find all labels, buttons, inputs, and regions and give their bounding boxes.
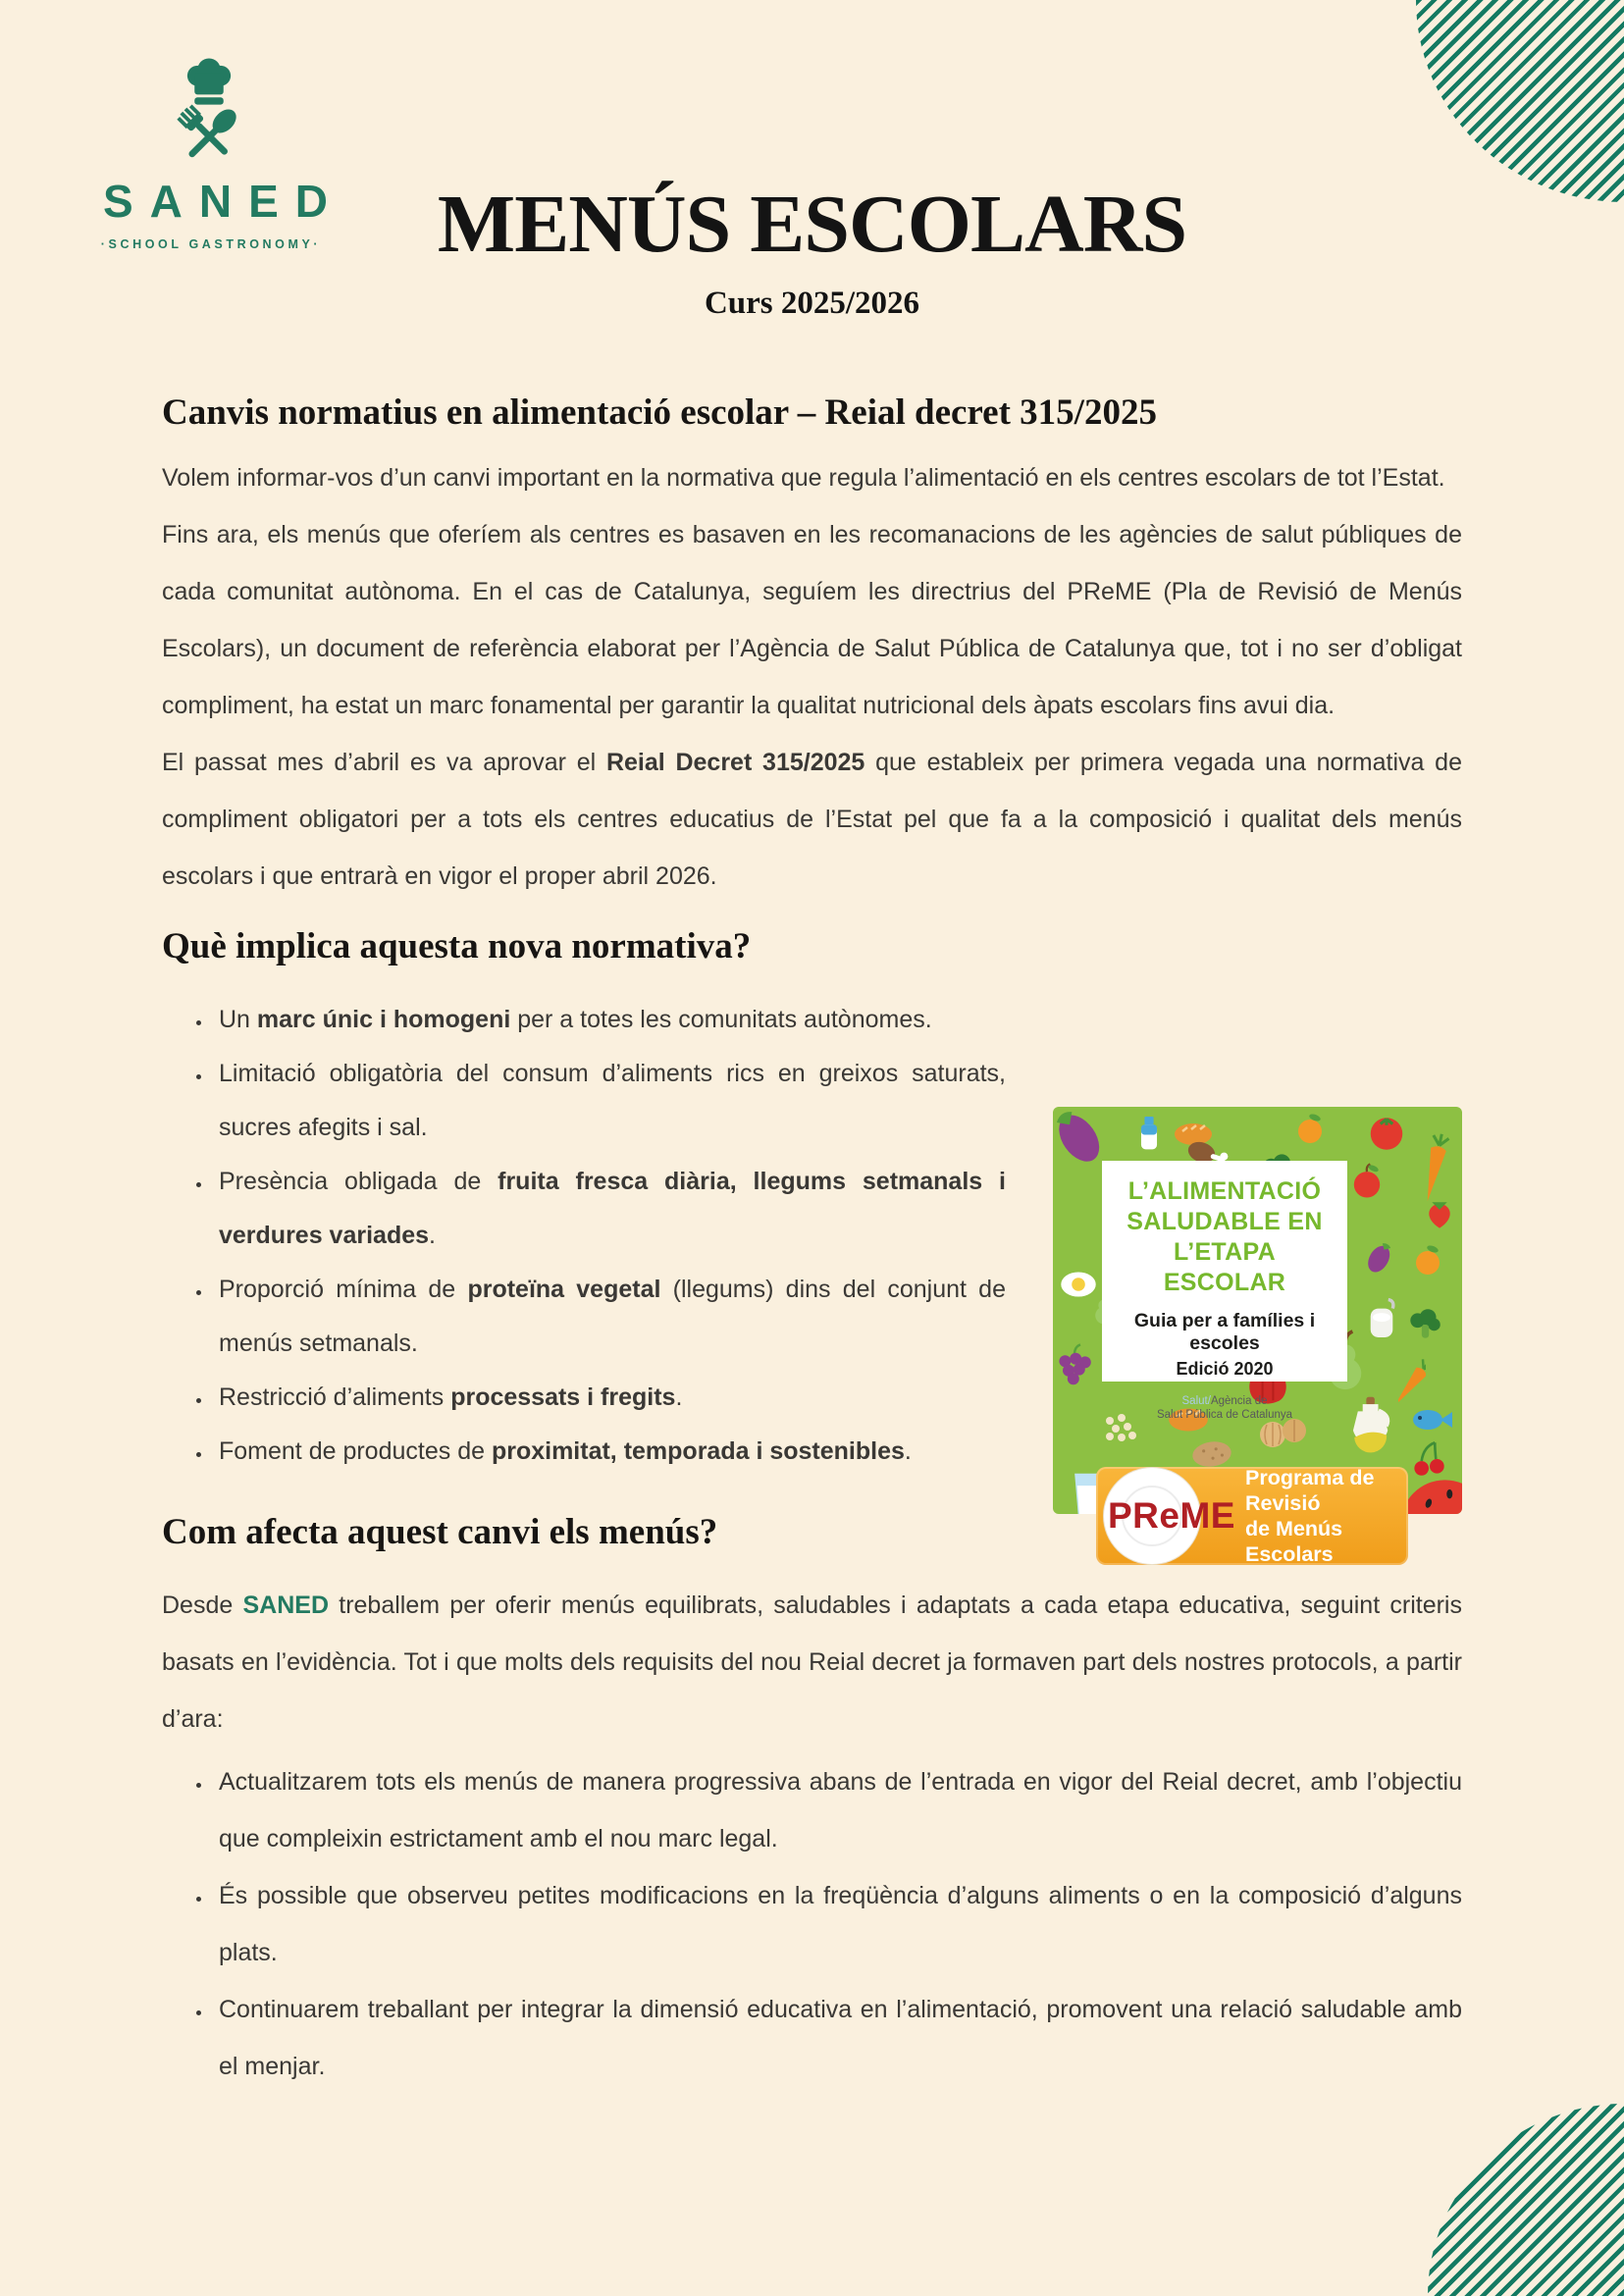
section3-heading: Com afecta aquest canvi els menús? [162,1512,718,1552]
poster-edition: Edició 2020 [1176,1359,1274,1379]
grapes-icon [1053,1342,1098,1389]
cherries-icon [1408,1436,1449,1482]
paragraph-1: Volem informar-vos d’un canvi important en la normativa que regula l’alimentació en els centres escolars de tot l’Estat. [162,464,1445,492]
bullet-item: • Actualitzarem tots els menús de manera progressiva abans de l’entrada en vigor del Reial decret, amb l’objectiu que compleixin estrictament amb el nou marc legal. [213,1753,1462,1867]
eggplant-icon [1357,1232,1404,1279]
strawberry-icon [1418,1189,1461,1232]
page-title: MENÚS ESCOLARS [437,179,1187,270]
tomato-icon [1362,1107,1411,1156]
normativa-bullet-list [162,993,1006,1479]
poster-title: L’ALIMENTACIÓ SALUDABLE EN L’ETAPA ESCOLAR [1126,1177,1323,1296]
page-subtitle: Curs 2025/2026 [704,286,920,321]
bullet-item: • Un marc únic i homogeni per a totes les comunitats autònomes. [213,993,1006,1047]
preme-guide-poster [1053,1107,1462,1568]
badge-line1: Programa de Revisió [1244,1466,1375,1515]
poster-illustration [1053,1107,1462,1514]
canvis-bullet-list [162,1753,1462,2095]
bullet-item: • Proporció mínima de proteïna vegetal (llegums) dins del conjunt de menús setmanals. [213,1263,1006,1371]
bullet-item: • És possible que observeu petites modificacions en la freqüència d’alguns aliments o en la composició d’alguns plats. [213,1867,1462,1981]
bullet-item: • Presència obligada de fruita fresca diària, llegums setmanals i verdures variades. [213,1155,1006,1263]
olive-oil-jug-icon [1342,1393,1397,1458]
bullet-item: • Limitació obligatòria del consum d’aliments rics en greixos saturats, sucres afegits i sal. [213,1047,1006,1155]
bullet-item: • Continuarem treballant per integrar la dimensió educativa en l’alimentació, promovent una relació saludable amb el menjar. [213,1981,1462,2095]
poster-card [1102,1161,1347,1421]
bullet-item: • Restricció d’aliments processats i fregits. [213,1371,1006,1425]
preme-badge [1096,1467,1408,1565]
poster-subtitle: Guia per a famílies i escoles [1133,1310,1316,1354]
striped-corner-bottom-right [1428,2104,1624,2296]
striped-corner-top-right [1416,0,1624,202]
section3-intro: Desde SANED treballem per oferir menús equilibrats, saludables i adaptats a cada etapa educativa, seguint criteris basats en l’evidència. Tot i que molts dels requisits del nou Reial decret ja formaven part dels nostres protocols, a partir d’ara: [162,1592,1462,1733]
broccoli-icon [1404,1305,1445,1346]
orange-icon [1408,1240,1447,1279]
section1-heading: Canvis normatius en alimentació escolar – Reial decret 315/2025 [162,392,1157,433]
section2-heading: Què implica aquesta nova normativa? [162,926,752,966]
bullet-item: • Foment de productes de proximitat, temporada i sostenibles. [213,1425,1006,1479]
logo-wordmark: SANED [103,176,345,227]
agency-line2: Salut Pública de Catalunya [1156,1409,1293,1421]
chef-hat-spoon-fork-icon [135,57,283,173]
badge-line2: de Menús Escolars [1244,1517,1343,1566]
orange-icon [1290,1109,1330,1148]
apple-icon [1345,1160,1388,1203]
milk-bottle-icon [1126,1109,1172,1154]
logo-tagline: ·SCHOOL GASTRONOMY· [100,237,322,251]
agency-prefix: Salut/ [1181,1395,1211,1407]
paragraph-3: El passat mes d’abril es va aprovar el Reial Decret 315/2025 que estableix per primera vegada una normativa de compliment obligatori per a tots els centres educatius de l’Estat pel que fa a la composició i qualitat dels menús escolars i que entrarà en vigor el proper abril 2026. [162,749,1462,890]
agency-line1: Agència de [1210,1395,1268,1407]
fish-icon [1408,1403,1455,1436]
poster-agency [1112,1394,1337,1422]
preme-acronym: PReME [1108,1495,1235,1536]
paragraph-2: Fins ara, els menús que oferíem als centres es basaven en les recomanacions de les agències de salut públiques de cada comunitat autònoma. En el cas de Catalunya, seguíem les directrius del PReME (Pla de Revisió de Menús Escolars), un document de referència elaborat per l’Agència de Salut Pública de Catalunya que, tot i no ser d’obligat compliment, ha estat un marc fonamental per garantir la qualitat nutricional dels àpats escolars fins avui dia. [162,521,1462,719]
preme-badge-text [1245,1465,1408,1567]
